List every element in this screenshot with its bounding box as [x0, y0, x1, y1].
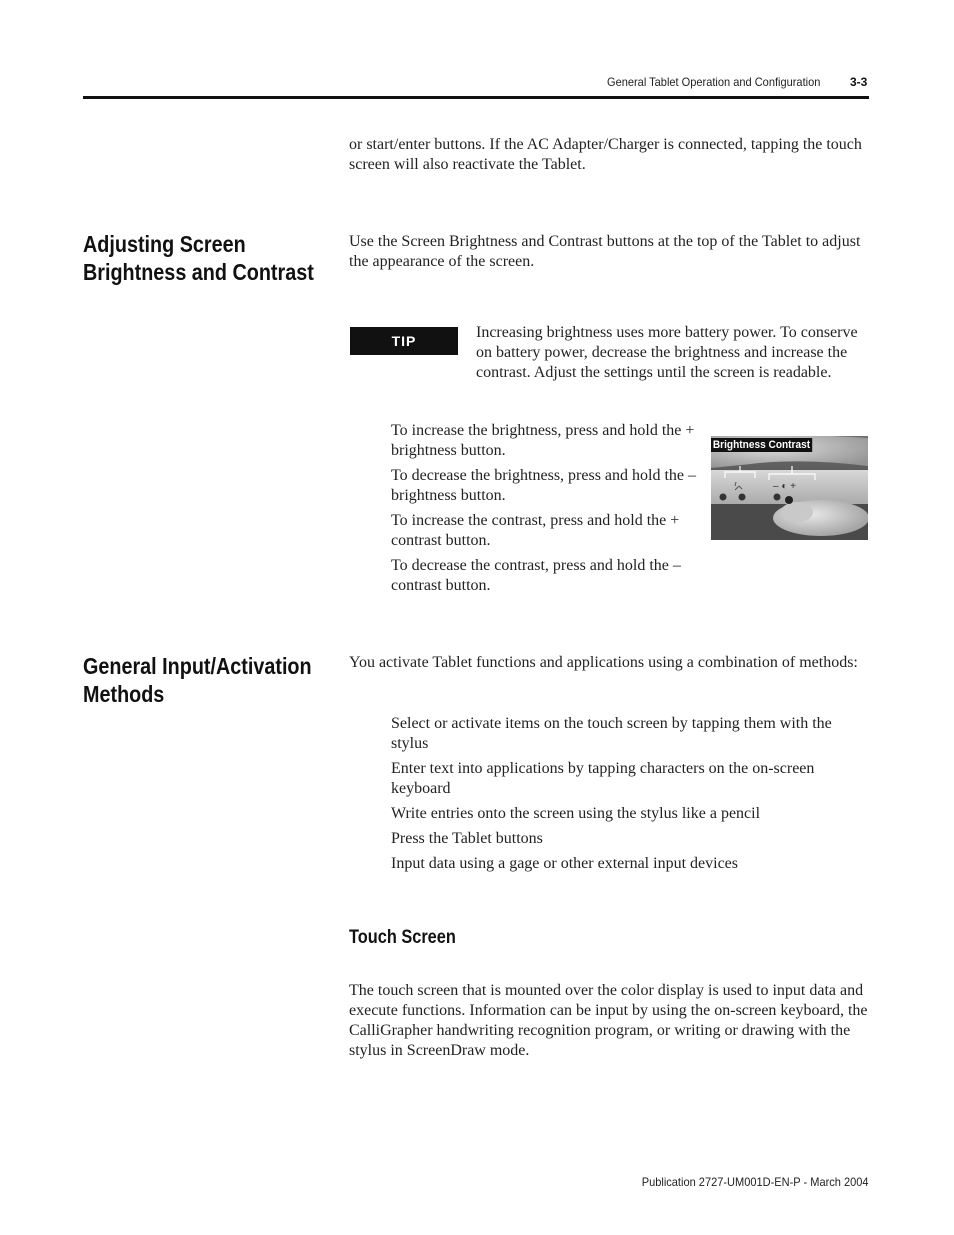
brightness-contrast-photo	[711, 436, 868, 540]
tip-text: Increasing brightness uses more battery power. To conserve on battery power, decrease the brightness and increase the contrast. Adjust the settings until the screen is readable.	[476, 324, 858, 381]
brightness-steps-list	[391, 421, 696, 596]
heading-line: General Input/Activation	[83, 653, 312, 679]
heading-line: Adjusting Screen	[83, 231, 246, 257]
heading-line: Methods	[83, 681, 165, 707]
input-methods-list	[391, 714, 861, 874]
list-item: Input data using a gage or other external input devices	[391, 855, 738, 872]
section-heading-input-methods	[83, 652, 312, 708]
page-number: 3-3	[850, 75, 868, 89]
heading-line: Brightness and Contrast	[83, 259, 314, 285]
header-rule	[83, 96, 869, 99]
photo-button-marks: – ◐ +	[773, 481, 796, 492]
list-item: Write entries onto the screen using the stylus like a pencil	[391, 805, 761, 822]
touch-screen-paragraph: The touch screen that is mounted over the color display is used to input data and execute functions. Information can be input by using the on-screen keyboard, the CalliGrapher handwriting recognition program, or writing or drawing with the stylus in ScreenDraw mode.	[349, 982, 868, 1059]
input-methods-paragraph: You activate Tablet functions and applications using a combination of methods:	[349, 654, 858, 671]
list-item: Enter text into applications by tapping characters on the on-screen keyboard	[391, 760, 815, 797]
brightness-paragraph: Use the Screen Brightness and Contrast buttons at the top of the Tablet to adjust the appearance of the screen.	[349, 233, 861, 270]
list-item: To decrease the contrast, press and hold the – contrast button.	[391, 557, 681, 594]
list-item: Press the Tablet buttons	[391, 830, 543, 847]
subsection-heading-touch-screen: Touch Screen	[349, 927, 456, 948]
list-item: To increase the contrast, press and hold the + contrast button.	[391, 512, 680, 549]
section-heading-brightness	[83, 230, 314, 286]
tip-label: TIP	[350, 327, 458, 355]
list-item: To increase the brightness, press and hold the + brightness button.	[391, 422, 695, 459]
footer-publication: Publication 2727-UM001D-EN-P - March 2004	[642, 1175, 869, 1189]
running-header-title: General Tablet Operation and Configuration	[607, 75, 821, 89]
list-item: To decrease the brightness, press and hold the – brightness button.	[391, 467, 697, 504]
intro-paragraph: or start/enter buttons. If the AC Adapter/Charger is connected, tapping the touch screen will also reactivate the Tablet.	[349, 136, 862, 173]
photo-label: Brightness Contrast	[712, 439, 811, 451]
list-item: Select or activate items on the touch screen by tapping them with the stylus	[391, 715, 832, 752]
